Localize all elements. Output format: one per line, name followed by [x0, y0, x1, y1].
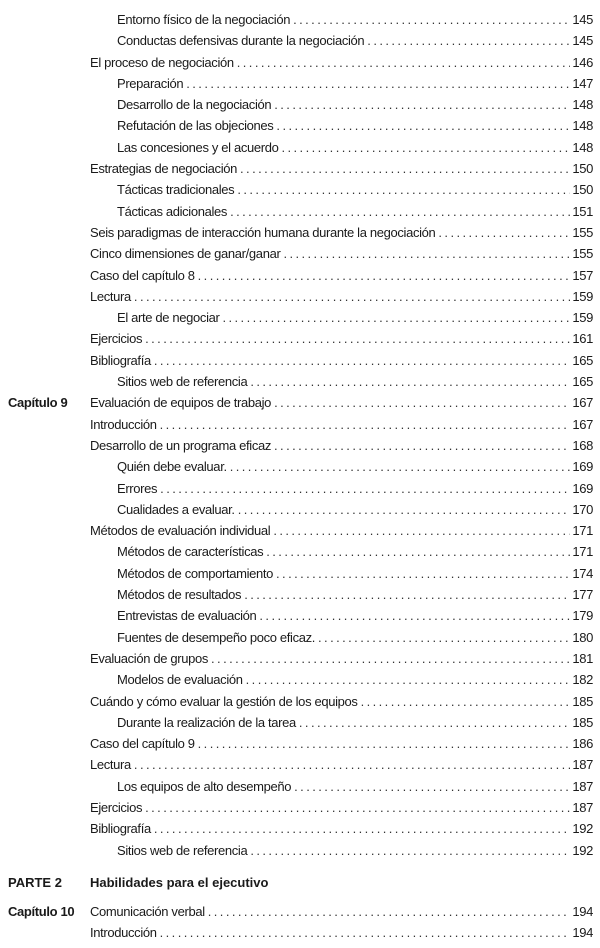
- toc-entry: [0, 392, 600, 413]
- entry-title: Quién debe evaluar.: [117, 459, 227, 475]
- entry-title: Tácticas adicionales: [117, 203, 228, 219]
- toc-entry: [0, 243, 600, 264]
- toc-entry: [0, 201, 600, 222]
- toc-entry: [0, 52, 600, 73]
- dot-leader: [230, 456, 571, 477]
- page-number: 150: [572, 182, 593, 198]
- toc-entry: [0, 669, 600, 690]
- dot-leader: [438, 222, 570, 243]
- entry-line: [90, 414, 593, 435]
- page-number: 148: [572, 118, 593, 134]
- entry-line: [117, 584, 593, 605]
- entry-title: Comunicación verbal: [90, 904, 205, 919]
- dot-leader: [283, 243, 570, 264]
- page-number: 174: [572, 565, 593, 581]
- toc-entry: [0, 754, 600, 775]
- entry-line: [117, 30, 593, 51]
- entry-title: Fuentes de desempeño poco eficaz.: [117, 629, 316, 645]
- entry-line: [117, 73, 593, 94]
- part-label: PARTE 2: [8, 875, 62, 890]
- dot-leader: [273, 520, 570, 541]
- dot-leader: [145, 328, 570, 349]
- entry-line: [117, 478, 593, 499]
- toc-entry: [0, 94, 600, 115]
- entry-title: Lectura: [90, 288, 131, 304]
- entry-line: [117, 712, 593, 733]
- dot-leader: [186, 73, 570, 94]
- toc-entry: [0, 733, 600, 754]
- page-number: 165: [572, 374, 593, 390]
- entry-line: [90, 222, 593, 243]
- page-number: 177: [572, 587, 593, 603]
- entry-line: [90, 520, 593, 541]
- toc-entry: [0, 30, 600, 51]
- toc-entry: [0, 584, 600, 605]
- entry-title: Desarrollo de un programa eficaz: [90, 437, 272, 453]
- entry-line: [90, 158, 593, 179]
- entry-title: Evaluación de grupos: [90, 650, 209, 666]
- entry-line: [90, 797, 593, 818]
- chapter-label: Capítulo 9: [8, 395, 68, 411]
- toc-entry: [0, 691, 600, 712]
- toc-entry: [0, 605, 600, 626]
- dot-leader: [208, 901, 571, 922]
- dot-leader: [238, 499, 571, 520]
- entry-line: [117, 669, 593, 690]
- toc-entry: [0, 350, 600, 371]
- entry-line: [90, 922, 593, 943]
- toc-entry: [0, 520, 600, 541]
- page-number: 155: [572, 246, 593, 262]
- entry-line: [117, 563, 593, 584]
- page-number: 145: [572, 12, 593, 27]
- page-number: 194: [572, 925, 593, 941]
- table-of-contents-continued: [0, 901, 600, 944]
- dot-leader: [281, 137, 570, 158]
- entry-title: Bibliografía: [90, 821, 151, 837]
- toc-entry: [0, 179, 600, 200]
- page-number: 185: [572, 714, 593, 730]
- toc-entry: [0, 9, 600, 30]
- dot-leader: [250, 840, 570, 861]
- dot-leader: [160, 478, 570, 499]
- entry-line: [90, 648, 593, 669]
- entry-line: [90, 243, 593, 264]
- entry-title: Introducción: [90, 925, 157, 941]
- dot-leader: [294, 776, 570, 797]
- dot-leader: [361, 691, 571, 712]
- table-of-contents: [0, 9, 600, 861]
- entry-title: Caso del capítulo 8: [90, 267, 195, 283]
- entry-title: Caso del capítulo 9: [90, 736, 195, 752]
- dot-leader: [160, 922, 571, 943]
- toc-entry: [0, 73, 600, 94]
- entry-line: [90, 52, 593, 73]
- toc-entry: [0, 840, 600, 861]
- page-number: 179: [572, 608, 593, 624]
- entry-line: [117, 456, 593, 477]
- page-number: 168: [572, 437, 593, 453]
- toc-entry: [0, 371, 600, 392]
- toc-entry: [0, 328, 600, 349]
- page-number: 187: [572, 799, 593, 815]
- dot-leader: [240, 158, 570, 179]
- page-number: 169: [572, 480, 593, 496]
- page-number: 170: [572, 501, 593, 517]
- page-number: 148: [572, 139, 593, 155]
- page-number: 185: [572, 693, 593, 709]
- entry-title: Cinco dimensiones de ganar/ganar: [90, 246, 281, 262]
- page-number: 194: [572, 904, 593, 919]
- entry-title: Bibliografía: [90, 352, 151, 368]
- entry-title: Evaluación de equipos de trabajo: [90, 395, 272, 411]
- entry-line: [117, 115, 593, 136]
- dot-leader: [222, 307, 570, 328]
- toc-entry: [0, 265, 600, 286]
- entry-title: Modelos de evaluación: [117, 672, 243, 688]
- dot-leader: [237, 179, 570, 200]
- toc-entry: [0, 797, 600, 818]
- dot-leader: [160, 414, 571, 435]
- entry-title: Sitios web de referencia: [117, 842, 248, 858]
- page-number: 187: [572, 778, 593, 794]
- page-number: 148: [572, 97, 593, 113]
- entry-title: Lectura: [90, 757, 131, 773]
- entry-line: [90, 286, 593, 307]
- entry-title: Cualidades a evaluar.: [117, 501, 235, 517]
- toc-entry: [0, 627, 600, 648]
- entry-line: [90, 392, 593, 413]
- dot-leader: [274, 435, 570, 456]
- entry-title: El proceso de negociación: [90, 54, 234, 70]
- page-number: 161: [572, 331, 593, 347]
- part-heading: [0, 873, 600, 893]
- entry-line: [117, 137, 593, 158]
- dot-leader: [145, 797, 570, 818]
- entry-line: [90, 265, 593, 286]
- entry-title: Ejercicios: [90, 331, 143, 347]
- dot-leader: [211, 648, 570, 669]
- entry-title: Ejercicios: [90, 799, 143, 815]
- entry-line: [117, 840, 593, 861]
- dot-leader: [274, 94, 570, 115]
- dot-leader: [244, 584, 570, 605]
- chapter-label: Capítulo 10: [8, 904, 75, 919]
- dot-leader: [154, 350, 571, 371]
- entry-line: [90, 818, 593, 839]
- entry-line: [90, 435, 593, 456]
- page-number: 171: [572, 523, 593, 539]
- entry-title: Estrategias de negociación: [90, 161, 238, 177]
- entry-title: Métodos de comportamiento: [117, 565, 274, 581]
- entry-line: [117, 201, 593, 222]
- entry-line: [117, 605, 593, 626]
- entry-title: Introducción: [90, 416, 157, 432]
- page-number: 167: [572, 416, 593, 432]
- toc-entry: [0, 456, 600, 477]
- dot-leader: [293, 9, 570, 30]
- entry-title: Entrevistas de evaluación: [117, 608, 257, 624]
- page-number: 169: [572, 459, 593, 475]
- entry-title: Entorno físico de la negociación: [117, 12, 291, 27]
- entry-line: [117, 307, 593, 328]
- entry-title: Durante la realización de la tarea: [117, 714, 296, 730]
- toc-entry: [0, 286, 600, 307]
- dot-leader: [276, 115, 570, 136]
- entry-line: [117, 179, 593, 200]
- toc-entry: [0, 137, 600, 158]
- dot-leader: [154, 818, 571, 839]
- dot-leader: [230, 201, 570, 222]
- dot-leader: [134, 286, 570, 307]
- page-number: 159: [572, 288, 593, 304]
- page-number: 192: [572, 842, 593, 858]
- entry-line: [90, 901, 593, 922]
- dot-leader: [266, 541, 570, 562]
- entry-line: [90, 754, 593, 775]
- entry-line: [117, 776, 593, 797]
- toc-entry: [0, 158, 600, 179]
- entry-line: [90, 691, 593, 712]
- entry-line: [90, 328, 593, 349]
- entry-title: Tácticas tradicionales: [117, 182, 235, 198]
- toc-entry: [0, 435, 600, 456]
- entry-title: Métodos de resultados: [117, 587, 242, 603]
- dot-leader: [246, 669, 571, 690]
- entry-title: Errores: [117, 480, 158, 496]
- entry-line: [117, 499, 593, 520]
- entry-title: Seis paradigmas de interacción humana durante la negociación: [90, 224, 436, 240]
- entry-line: [117, 94, 593, 115]
- dot-leader: [274, 392, 570, 413]
- toc-entry: [0, 499, 600, 520]
- dot-leader: [318, 627, 570, 648]
- dot-leader: [250, 371, 570, 392]
- page-number: 145: [572, 33, 593, 49]
- part-title: Habilidades para el ejecutivo: [90, 875, 269, 890]
- entry-line: [117, 9, 593, 30]
- page-number: 187: [572, 757, 593, 773]
- toc-entry: [0, 648, 600, 669]
- page-number: 180: [572, 629, 593, 645]
- toc-entry: [0, 776, 600, 797]
- page-number: 147: [572, 75, 593, 91]
- dot-leader: [259, 605, 570, 626]
- page-number: 159: [572, 310, 593, 326]
- page-number: 157: [572, 267, 593, 283]
- entry-line: [117, 371, 593, 392]
- page-number: 150: [572, 161, 593, 177]
- entry-line: [90, 733, 593, 754]
- entry-title: Métodos de evaluación individual: [90, 523, 271, 539]
- page-number: 186: [572, 736, 593, 752]
- page-number: 165: [572, 352, 593, 368]
- entry-title: Los equipos de alto desempeño: [117, 778, 292, 794]
- dot-leader: [276, 563, 570, 584]
- toc-entry: [0, 712, 600, 733]
- dot-leader: [134, 754, 570, 775]
- page-number: 146: [572, 54, 593, 70]
- page-number: 171: [572, 544, 593, 560]
- dot-leader: [237, 52, 571, 73]
- page-number: 151: [572, 203, 593, 219]
- dot-leader: [367, 30, 570, 51]
- toc-entry: [0, 307, 600, 328]
- toc-entry: [0, 818, 600, 839]
- dot-leader: [198, 265, 571, 286]
- entry-title: Cuándo y cómo evaluar la gestión de los equipos: [90, 693, 358, 709]
- page-number: 167: [572, 395, 593, 411]
- entry-title: Desarrollo de la negociación: [117, 97, 272, 113]
- entry-title: Conductas defensivas durante la negociación: [117, 33, 365, 49]
- entry-title: Métodos de características: [117, 544, 264, 560]
- dot-leader: [198, 733, 571, 754]
- entry-title: Las concesiones y el acuerdo: [117, 139, 279, 155]
- entry-title: Preparación: [117, 75, 184, 91]
- toc-entry: [0, 115, 600, 136]
- page-number: 192: [572, 821, 593, 837]
- toc-entry: [0, 222, 600, 243]
- toc-entry: [0, 414, 600, 435]
- entry-title: Refutación de las objeciones: [117, 118, 274, 134]
- entry-title: Sitios web de referencia: [117, 374, 248, 390]
- toc-entry: [0, 563, 600, 584]
- dot-leader: [299, 712, 570, 733]
- page-number: 181: [572, 650, 593, 666]
- page-number: 182: [572, 672, 593, 688]
- entry-line: [117, 627, 593, 648]
- page-number: 155: [572, 224, 593, 240]
- toc-entry: [0, 901, 600, 922]
- entry-title: El arte de negociar: [117, 310, 220, 326]
- entry-line: [90, 350, 593, 371]
- toc-entry: [0, 541, 600, 562]
- entry-line: [117, 541, 593, 562]
- toc-entry: [0, 922, 600, 943]
- toc-entry: [0, 478, 600, 499]
